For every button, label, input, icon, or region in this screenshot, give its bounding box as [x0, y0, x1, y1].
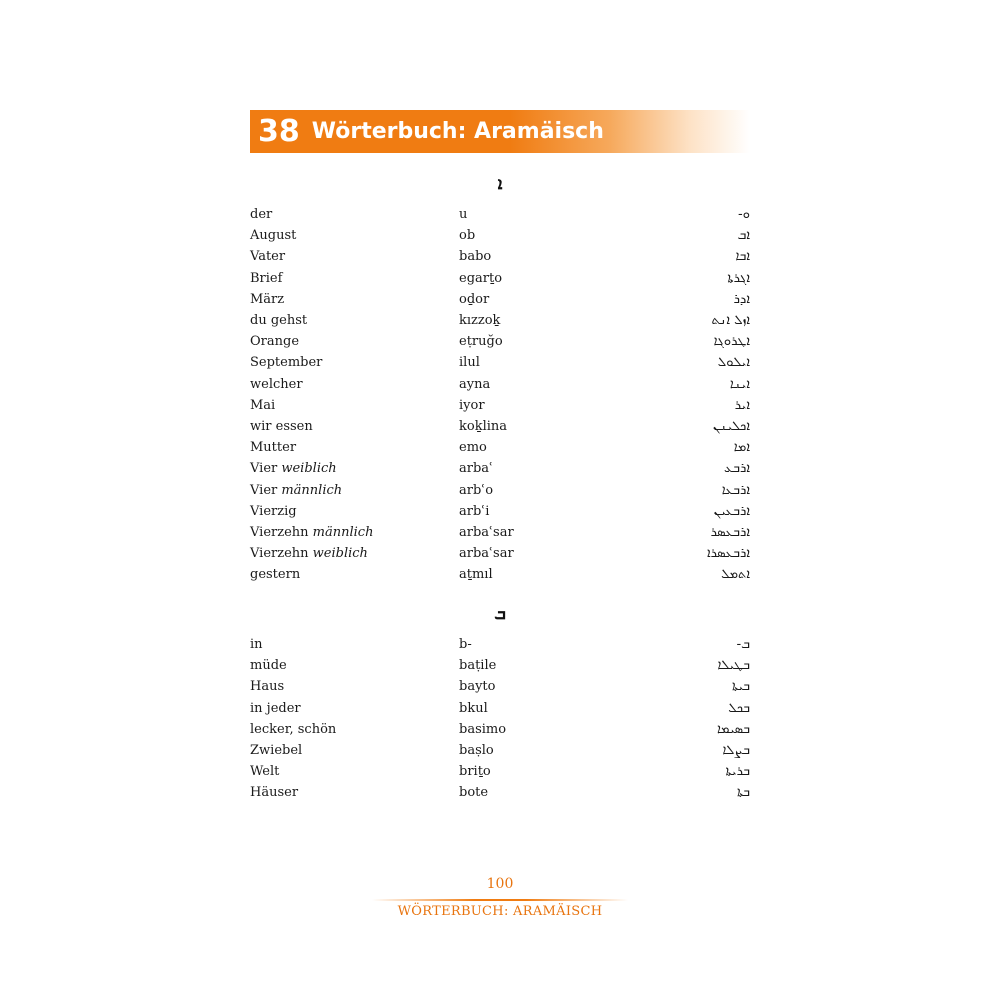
aramaic-word: ܒܬܐ — [737, 785, 750, 801]
transliteration: koḵlina — [459, 419, 508, 434]
german-word-text: Vierzehn — [250, 546, 313, 562]
german-word-text: der — [250, 207, 273, 222]
german-word-text: Häuser — [250, 785, 299, 801]
aramaic-word: ܐܪܒܥܣܪܐ — [706, 546, 750, 562]
german-word-text: Vater — [250, 249, 286, 265]
german-word — [250, 437, 296, 458]
dictionary-entry — [250, 564, 750, 585]
section-letter: ܒ — [494, 604, 506, 624]
german-word-text: in — [250, 637, 263, 652]
dictionary-entry — [250, 310, 750, 331]
dictionary-entry — [250, 719, 750, 740]
dictionary-entry — [250, 395, 750, 416]
transliteration: bkul — [459, 700, 488, 716]
gender-note: weiblich — [281, 461, 337, 477]
aramaic-word: ܐܕܪ — [733, 291, 750, 307]
german-word — [250, 740, 302, 761]
german-word-text: müde — [250, 658, 287, 674]
dictionary-entry — [250, 437, 750, 458]
german-word — [250, 352, 322, 373]
german-word-text: du gehst — [250, 313, 308, 328]
transliteration: oḏor — [459, 291, 490, 307]
aramaic-word: ܐܪܒܥ — [723, 461, 750, 477]
german-word — [250, 289, 284, 310]
aramaic-word: ܐܓܪܬܐ — [727, 270, 750, 286]
dictionary-entry — [250, 543, 750, 564]
german-word — [250, 522, 373, 543]
aramaic-word: ܒܛܝܠܐ — [717, 658, 750, 674]
german-word — [250, 761, 279, 782]
aramaic-word: ܐܝܠܘܠ — [717, 355, 750, 371]
german-word-text: Brief — [250, 270, 283, 286]
german-word — [250, 480, 342, 501]
transliteration: babo — [459, 249, 492, 265]
german-word — [250, 225, 296, 246]
german-word — [250, 331, 299, 352]
chapter-number: 38 — [258, 114, 300, 149]
german-word — [250, 458, 337, 479]
german-word-text: in jeder — [250, 700, 301, 716]
chapter-title: Wörterbuch: Aramäisch — [311, 119, 604, 144]
german-word — [250, 204, 272, 225]
transliteration: arbaʿ — [459, 461, 494, 477]
german-word-text: Mai — [250, 397, 276, 413]
transliteration: bote — [459, 785, 489, 801]
german-word-text: Vierzehn — [250, 525, 313, 540]
footer-rule — [372, 899, 628, 901]
aramaic-word: ܐܡܐ — [733, 440, 750, 456]
gender-note: männlich — [312, 525, 374, 540]
german-word — [250, 246, 285, 267]
aramaic-word: ܒܨܠܐ — [722, 743, 750, 758]
dictionary-entry — [250, 204, 750, 225]
aramaic-word: ܐܪܒܥܝܢ — [713, 503, 750, 519]
running-footer: WÖRTERBUCH: ARAMÄISCH — [397, 904, 603, 919]
chapter-banner — [250, 110, 750, 153]
german-word-text: Welt — [250, 764, 280, 780]
german-word — [250, 374, 303, 395]
transliteration: arbʿi — [459, 503, 490, 519]
aramaic-word: ܒܣܝܡܐ — [716, 721, 750, 737]
dictionary-entry — [250, 268, 750, 289]
transliteration: ilul — [459, 355, 480, 371]
page-number: 100 — [486, 876, 514, 892]
german-word-text: Orange — [250, 334, 300, 350]
german-word — [250, 543, 368, 564]
german-word-text: März — [250, 291, 285, 307]
dictionary-entry — [250, 416, 750, 437]
section-letter: ܐ — [497, 174, 503, 194]
transliteration: ob — [459, 228, 476, 244]
transliteration: briṯo — [459, 764, 491, 780]
dictionary-entry — [250, 458, 750, 479]
german-word — [250, 564, 300, 585]
german-word-text: August — [250, 228, 297, 244]
dictionary-entry — [250, 501, 750, 522]
dictionary-entry — [250, 522, 750, 543]
german-word — [250, 719, 336, 740]
aramaic-word: ܒ- — [736, 637, 750, 652]
german-word-text: gestern — [250, 567, 301, 583]
aramaic-word: ܐܛܪܘܓܐ — [713, 334, 750, 350]
aramaic-word: ܐܒ — [737, 228, 750, 244]
aramaic-word: ܒܪܝܬܐ — [725, 764, 750, 780]
transliteration: aṯmıl — [459, 567, 493, 583]
german-word-text: wir essen — [250, 419, 313, 434]
transliteration: kızzoḵ — [459, 313, 501, 328]
german-word-text: lecker, schön — [250, 721, 337, 737]
dictionary-entry — [250, 225, 750, 246]
german-word-text: Vierzig — [250, 503, 297, 519]
aramaic-word: ܐܪܒܥܐ — [721, 482, 750, 498]
transliteration: iyor — [459, 397, 485, 413]
german-word — [250, 268, 282, 289]
dictionary-entry — [250, 331, 750, 352]
german-word — [250, 698, 301, 719]
transliteration: egarṯo — [459, 270, 503, 286]
dictionary-entry — [250, 676, 750, 697]
transliteration: b- — [459, 637, 472, 652]
dictionary-entry — [250, 246, 750, 267]
aramaic-word: ܐܟܠܝܢܢ — [712, 419, 750, 434]
dictionary-entry — [250, 782, 750, 803]
dictionary-entry — [250, 698, 750, 719]
aramaic-word: ܐܝܢܐ — [729, 376, 750, 392]
transliteration: arbaʿsar — [459, 525, 514, 540]
german-word — [250, 676, 284, 697]
aramaic-word: ܒܟܠ — [728, 700, 750, 716]
dictionary-entry — [250, 761, 750, 782]
dictionary-entry — [250, 480, 750, 501]
transliteration: bayto — [459, 679, 496, 695]
aramaic-word: ܐܬܡܠ — [721, 567, 750, 583]
aramaic-word: ܐܒܐ — [735, 249, 750, 265]
transliteration: emo — [459, 440, 487, 456]
german-word-text: September — [250, 355, 323, 371]
german-word-text: Mutter — [250, 440, 297, 456]
transliteration: basimo — [459, 721, 507, 737]
aramaic-word: ܐܙܠ ܐܢܬ — [711, 313, 750, 328]
transliteration: arbaʿsar — [459, 546, 514, 562]
aramaic-word: ܘ- — [738, 207, 750, 222]
german-word — [250, 310, 307, 331]
gender-note: weiblich — [312, 546, 368, 562]
gender-note: männlich — [281, 482, 343, 498]
transliteration: u — [459, 207, 468, 222]
transliteration: baṭile — [459, 658, 497, 674]
german-word — [250, 634, 263, 655]
dictionary-entry — [250, 634, 750, 655]
german-word-text: Vier — [250, 482, 282, 498]
german-word — [250, 395, 275, 416]
aramaic-word: ܐܝܪ — [734, 397, 750, 413]
transliteration: eṭruğo — [459, 334, 503, 350]
german-word — [250, 416, 313, 437]
dictionary-entry — [250, 655, 750, 676]
transliteration: ayna — [459, 376, 491, 392]
aramaic-word: ܐܪܒܥܣܪ — [710, 525, 750, 540]
german-word-text: Haus — [250, 679, 285, 695]
transliteration: baṣlo — [459, 743, 494, 758]
german-word-text: welcher — [250, 376, 303, 392]
dictionary-entry — [250, 374, 750, 395]
transliteration: arbʿo — [459, 482, 494, 498]
german-word — [250, 782, 298, 803]
aramaic-word: ܒܝܬܐ — [732, 679, 750, 695]
dictionary-entry — [250, 289, 750, 310]
german-word — [250, 501, 297, 522]
dictionary-entry — [250, 352, 750, 373]
german-word-text: Zwiebel — [250, 743, 303, 758]
german-word-text: Vier — [250, 461, 282, 477]
german-word — [250, 655, 287, 676]
dictionary-entry — [250, 740, 750, 761]
